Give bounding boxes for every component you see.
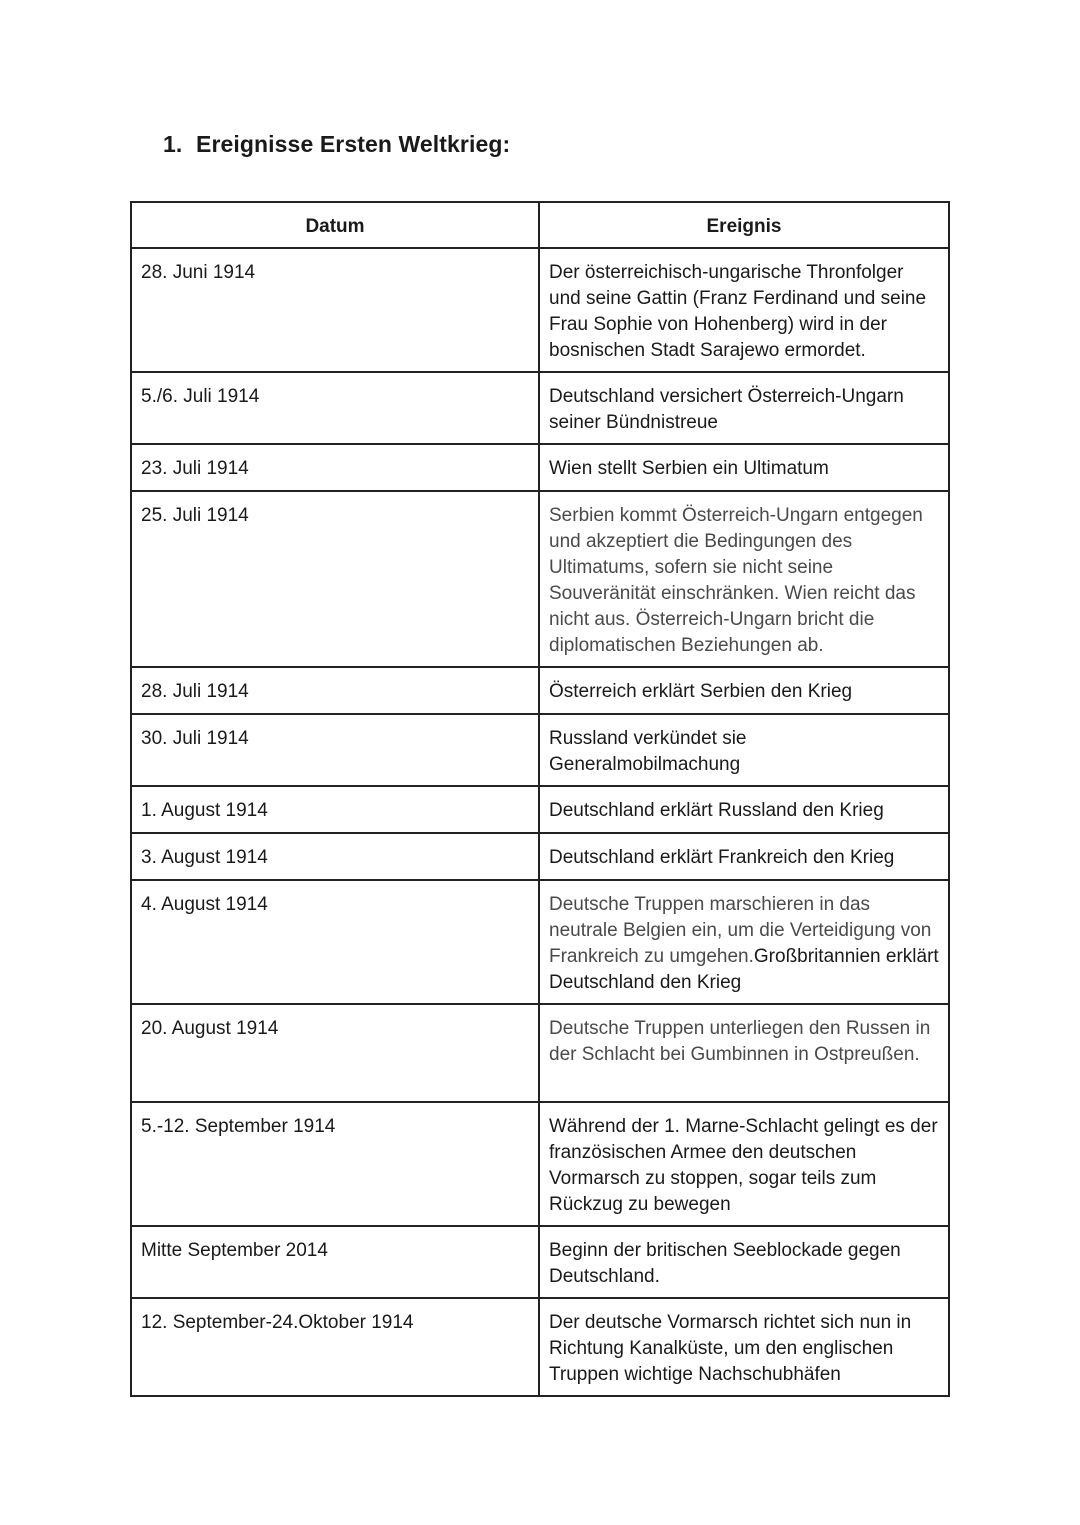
table-row <box>131 1298 949 1396</box>
date-cell: 25. Juli 1914 <box>131 491 539 667</box>
event-cell <box>539 880 949 1004</box>
table-row <box>131 444 949 491</box>
event-cell: Serbien kommt Österreich-Ungarn entgegen und akzeptiert die Bedingungen des Ultimatums, sofern sie nicht seine Souveränität einschränken. Wien reicht das nicht aus. Österreich-Ungarn bricht die diplomatischen Beziehungen ab. <box>539 491 949 667</box>
event-cell: Deutschland erklärt Russland den Krieg <box>539 786 949 833</box>
event-cell: Während der 1. Marne-Schlacht gelingt es der französischen Armee den deutschen Vormarsch zu stoppen, sogar teils zum Rückzug zu bewegen <box>539 1102 949 1226</box>
date-cell: 20. August 1914 <box>131 1004 539 1102</box>
event-cell: Österreich erklärt Serbien den Krieg <box>539 667 949 714</box>
page-title <box>163 131 510 158</box>
column-header-date: Datum <box>131 202 539 248</box>
table-row <box>131 667 949 714</box>
date-cell: Mitte September 2014 <box>131 1226 539 1298</box>
date-cell: 3. August 1914 <box>131 833 539 880</box>
date-cell: 28. Juni 1914 <box>131 248 539 372</box>
column-header-event: Ereignis <box>539 202 949 248</box>
date-cell: 12. September-24.Oktober 1914 <box>131 1298 539 1396</box>
date-cell: 4. August 1914 <box>131 880 539 1004</box>
table-row <box>131 491 949 667</box>
date-cell: 28. Juli 1914 <box>131 667 539 714</box>
table-header-row <box>131 202 949 248</box>
table-row <box>131 1102 949 1226</box>
table-row <box>131 248 949 372</box>
event-cell: Deutschland erklärt Frankreich den Krieg <box>539 833 949 880</box>
table-row <box>131 1226 949 1298</box>
event-text: Deutsche Truppen marschieren in das neutrale Belgien ein, um die Verteidigung von Frankreich zu umgehen. <box>549 894 932 967</box>
event-cell: Der deutsche Vormarsch richtet sich nun in Richtung Kanalküste, um den englischen Truppen wichtige Nachschubhäfen <box>539 1298 949 1396</box>
event-cell: Deutschland versichert Österreich-Ungarn seiner Bündnistreue <box>539 372 949 444</box>
events-table <box>130 201 950 1397</box>
date-cell: 1. August 1914 <box>131 786 539 833</box>
event-cell: Der österreichisch-ungarische Thronfolger und seine Gattin (Franz Ferdinand und seine Frau Sophie von Hohenberg) wird in der bosnischen Stadt Sarajewo ermordet. <box>539 248 949 372</box>
event-cell: Wien stellt Serbien ein Ultimatum <box>539 444 949 491</box>
date-cell: 23. Juli 1914 <box>131 444 539 491</box>
table-row <box>131 714 949 786</box>
event-cell: Russland verkündet sie Generalmobilmachung <box>539 714 949 786</box>
event-text-extra: Großbritannien erklärt Deutschland den Krieg <box>549 946 939 993</box>
table-row <box>131 786 949 833</box>
table-row <box>131 833 949 880</box>
title-text: Ereignisse Ersten Weltkrieg: <box>196 131 511 157</box>
table-row <box>131 880 949 1004</box>
title-number: 1. <box>163 131 183 157</box>
date-cell: 5./6. Juli 1914 <box>131 372 539 444</box>
table-row <box>131 372 949 444</box>
date-cell: 5.-12. September 1914 <box>131 1102 539 1226</box>
date-cell: 30. Juli 1914 <box>131 714 539 786</box>
event-cell: Beginn der britischen Seeblockade gegen Deutschland. <box>539 1226 949 1298</box>
event-cell: Deutsche Truppen unterliegen den Russen in der Schlacht bei Gumbinnen in Ostpreußen. <box>539 1004 949 1102</box>
table-row <box>131 1004 949 1102</box>
